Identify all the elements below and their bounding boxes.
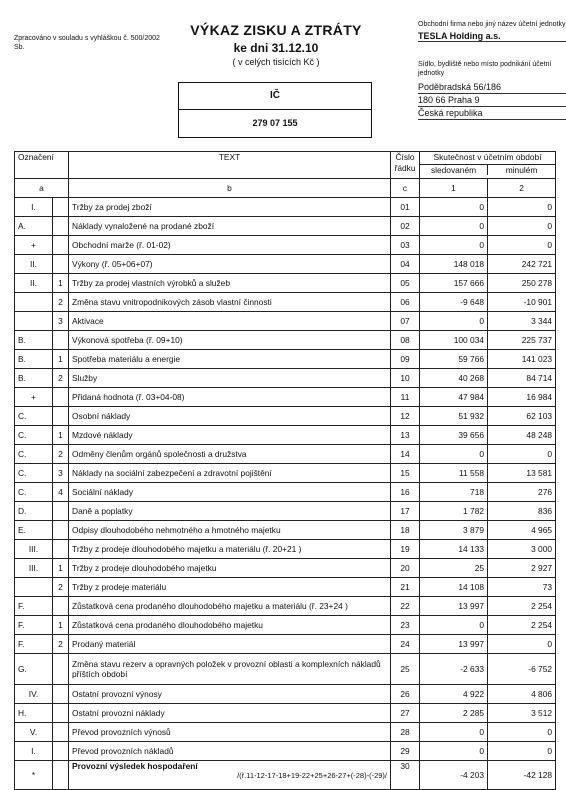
row-text: Obchodní marže (ř. 01-02) <box>69 236 391 255</box>
row-sub: 2 <box>53 445 69 464</box>
row-prior: -6 752 <box>488 654 556 685</box>
row-sub: 1 <box>53 350 69 369</box>
row-prior: 0 <box>488 198 556 217</box>
row-mark: E. <box>15 521 53 540</box>
row-prior: 62 103 <box>488 407 556 426</box>
table-row <box>15 654 556 685</box>
table-row <box>15 274 556 293</box>
address-country: Česká republika <box>418 107 566 120</box>
row-current: 0 <box>420 445 488 464</box>
row-current: 0 <box>420 198 488 217</box>
row-text: Náklady vynaložené na prodané zboží <box>69 217 391 236</box>
row-current: 11 558 <box>420 464 488 483</box>
table-row <box>15 616 556 635</box>
row-current: 59 766 <box>420 350 488 369</box>
row-current: 2 285 <box>420 704 488 723</box>
row-current: 0 <box>420 312 488 331</box>
row-prior: 3 512 <box>488 704 556 723</box>
table-row <box>15 723 556 742</box>
table-row <box>15 521 556 540</box>
row-current: 3 879 <box>420 521 488 540</box>
row-number: 29 <box>391 742 420 761</box>
row-number: 07 <box>391 312 420 331</box>
table-row <box>15 217 556 236</box>
row-current: 0 <box>420 236 488 255</box>
row-mark: B. <box>15 350 53 369</box>
row-text: Tržby z prodeje materiálu <box>69 578 391 597</box>
col-prior-header: minulém <box>505 165 538 175</box>
col-actual-title: Skutečnost v účetním období <box>433 152 542 162</box>
row-sub <box>53 236 69 255</box>
row-sub: 2 <box>53 293 69 312</box>
col-mark-sub: a <box>15 179 69 198</box>
row-number: 16 <box>391 483 420 502</box>
row-sub <box>53 388 69 407</box>
table-row <box>15 369 556 388</box>
row-mark: III. <box>15 559 53 578</box>
row-text: Převod provozních výnosů <box>69 723 391 742</box>
row-sub <box>53 540 69 559</box>
row-prior: -10 901 <box>488 293 556 312</box>
row-text <box>69 761 391 790</box>
row-number: 20 <box>391 559 420 578</box>
row-text: Osobní náklady <box>69 407 391 426</box>
row-current: 100 034 <box>420 331 488 350</box>
row-current: 25 <box>420 559 488 578</box>
row-number: 28 <box>391 723 420 742</box>
table-row <box>15 331 556 350</box>
row-sub <box>53 723 69 742</box>
ico-value: 279 07 155 <box>252 118 298 128</box>
row-text: Sociální náklady <box>69 483 391 502</box>
row-mark: B. <box>15 369 53 388</box>
row-prior: 141 023 <box>488 350 556 369</box>
row-sub <box>53 704 69 723</box>
row-number: 10 <box>391 369 420 388</box>
statement-title: VÝKAZ ZISKU A ZTRÁTY <box>190 22 362 38</box>
table-row <box>15 540 556 559</box>
row-prior: 0 <box>488 635 556 654</box>
firm-label: Obchodní firma nebo jiný název účetní jednotky <box>418 21 566 28</box>
row-number: 14 <box>391 445 420 464</box>
col-row-sub: c <box>391 179 420 198</box>
row-mark: C. <box>15 407 53 426</box>
ico-box <box>178 82 372 138</box>
row-current: 47 984 <box>420 388 488 407</box>
address-street: Poděbradská 56/186 <box>418 81 566 94</box>
row-prior: 73 <box>488 578 556 597</box>
row-number: 03 <box>391 236 420 255</box>
row-mark: G. <box>15 654 53 685</box>
row-prior: 16 984 <box>488 388 556 407</box>
final-row <box>15 761 556 790</box>
row-sub <box>53 255 69 274</box>
row-sub: 3 <box>53 464 69 483</box>
row-number: 30 <box>391 761 420 790</box>
regulation-note: Zpracováno v souladu s vyhláškou č. 500/2002 Sb. <box>14 35 160 51</box>
row-current: -4 203 <box>420 761 488 790</box>
row-number: 26 <box>391 685 420 704</box>
row-mark: D. <box>15 502 53 521</box>
row-prior: -42 128 <box>488 761 556 790</box>
row-sub: 1 <box>53 426 69 445</box>
row-text: Daně a poplatky <box>69 502 391 521</box>
row-sub: 2 <box>53 578 69 597</box>
row-current: 40 268 <box>420 369 488 388</box>
row-mark: IV. <box>15 685 53 704</box>
row-mark: H. <box>15 704 53 723</box>
row-mark: F. <box>15 597 53 616</box>
row-sub <box>53 742 69 761</box>
row-sub: 1 <box>53 559 69 578</box>
row-number: 12 <box>391 407 420 426</box>
row-prior: 3 344 <box>488 312 556 331</box>
row-text: Tržby za prodej vlastních výrobků a služeb <box>69 274 391 293</box>
row-number: 08 <box>391 331 420 350</box>
row-prior: 0 <box>488 723 556 742</box>
row-sub <box>53 521 69 540</box>
table-row <box>15 350 556 369</box>
row-text: Změna stavu vnitropodnikových zásob vlastní činnosti <box>69 293 391 312</box>
row-prior: 836 <box>488 502 556 521</box>
address-city: 180 66 Praha 9 <box>418 94 566 107</box>
row-number: 15 <box>391 464 420 483</box>
row-sub <box>53 761 69 790</box>
table-row <box>15 578 556 597</box>
row-text: Odměny členům orgánů společnosti a družstva <box>69 445 391 464</box>
col-text-header: TEXT <box>69 152 391 179</box>
row-sub: 1 <box>53 616 69 635</box>
row-mark: V. <box>15 723 53 742</box>
row-current: 0 <box>420 742 488 761</box>
entity-info <box>418 20 566 120</box>
col-text-sub: b <box>69 179 391 198</box>
row-text: Ostatní provozní náklady <box>69 704 391 723</box>
table-row <box>15 685 556 704</box>
row-current: -9 648 <box>420 293 488 312</box>
table-row <box>15 704 556 723</box>
row-number: 13 <box>391 426 420 445</box>
row-current: 0 <box>420 616 488 635</box>
col-current-header: sledovaném <box>420 165 488 175</box>
row-prior: 0 <box>488 445 556 464</box>
row-text: Výkonová spotřeba (ř. 09+10) <box>69 331 391 350</box>
row-mark: II. <box>15 255 53 274</box>
row-text: Aktivace <box>69 312 391 331</box>
table-row <box>15 236 556 255</box>
firm-name: TESLA Holding a.s. <box>418 31 566 42</box>
row-prior: 48 248 <box>488 426 556 445</box>
table-row <box>15 464 556 483</box>
ico-label: IČ <box>179 83 371 110</box>
col-current-sub: 1 <box>420 179 488 198</box>
row-mark: * <box>15 761 53 790</box>
row-prior: 3 000 <box>488 540 556 559</box>
table-head <box>15 152 556 198</box>
row-number: 02 <box>391 217 420 236</box>
row-prior: 0 <box>488 742 556 761</box>
row-current: 0 <box>420 217 488 236</box>
row-text: Služby <box>69 369 391 388</box>
row-number: 25 <box>391 654 420 685</box>
col-prior-sub: 2 <box>488 179 556 198</box>
table-row <box>15 388 556 407</box>
header-row <box>15 152 556 179</box>
row-sub <box>53 685 69 704</box>
row-current: 51 932 <box>420 407 488 426</box>
table-row <box>15 255 556 274</box>
row-prior: 250 278 <box>488 274 556 293</box>
currency-unit-note: ( v celých tisících Kč ) <box>232 57 320 67</box>
row-number: 09 <box>391 350 420 369</box>
row-sub: 2 <box>53 635 69 654</box>
row-text: Mzdové náklady <box>69 426 391 445</box>
row-number: 22 <box>391 597 420 616</box>
row-number: 18 <box>391 521 420 540</box>
row-mark: + <box>15 388 53 407</box>
row-prior: 0 <box>488 236 556 255</box>
row-mark: III. <box>15 540 53 559</box>
row-mark <box>15 293 53 312</box>
row-text: Náklady na sociální zabezpečení a zdravotní pojištění <box>69 464 391 483</box>
row-sub: 4 <box>53 483 69 502</box>
row-text: Převod provozních nákladů <box>69 742 391 761</box>
row-text: Ostatní provozní výnosy <box>69 685 391 704</box>
row-prior: 4 965 <box>488 521 556 540</box>
table-row <box>15 426 556 445</box>
table-row <box>15 198 556 217</box>
row-sub <box>53 331 69 350</box>
row-prior: 2 927 <box>488 559 556 578</box>
row-number: 19 <box>391 540 420 559</box>
row-text: Přidaná hodnota (ř. 03+04-08) <box>69 388 391 407</box>
row-number: 27 <box>391 704 420 723</box>
row-prior: 2 254 <box>488 597 556 616</box>
row-number: 01 <box>391 198 420 217</box>
row-mark: B. <box>15 331 53 350</box>
row-current: 13 997 <box>420 597 488 616</box>
row-number: 17 <box>391 502 420 521</box>
row-mark: C. <box>15 426 53 445</box>
statement-date: ke dni 31.12.10 <box>233 41 319 55</box>
row-mark: C. <box>15 483 53 502</box>
row-mark: F. <box>15 635 53 654</box>
row-sub <box>53 502 69 521</box>
row-sub <box>53 597 69 616</box>
row-text: Změna stavu rezerv a opravných položek v provozní oblasti a komplexních nákladů příštích období <box>69 654 391 685</box>
row-mark: C. <box>15 445 53 464</box>
row-mark: I. <box>15 198 53 217</box>
col-period-row <box>420 164 555 175</box>
col-mark-header: Označení <box>15 152 69 179</box>
row-sub <box>53 654 69 685</box>
row-mark: II. <box>15 274 53 293</box>
row-current: 4 922 <box>420 685 488 704</box>
row-number: 04 <box>391 255 420 274</box>
row-mark: A. <box>15 217 53 236</box>
row-number: 06 <box>391 293 420 312</box>
table-row <box>15 312 556 331</box>
row-prior: 0 <box>488 217 556 236</box>
row-current: 14 133 <box>420 540 488 559</box>
row-prior: 84 714 <box>488 369 556 388</box>
final-row-formula: /(ř.11-12-17-18+19-22+25+26-27+(-28)-(-29)/ <box>237 771 388 780</box>
table-row <box>15 597 556 616</box>
row-sub: 1 <box>53 274 69 293</box>
row-sub <box>53 217 69 236</box>
row-current: 1 782 <box>420 502 488 521</box>
row-text: Spotřeba materiálu a energie <box>69 350 391 369</box>
row-prior: 276 <box>488 483 556 502</box>
row-number: 05 <box>391 274 420 293</box>
row-current: -2 633 <box>420 654 488 685</box>
row-text: Zůstatková cena prodaného dlouhodobého majetku a materiálu (ř. 23+24 ) <box>69 597 391 616</box>
col-row-header: Číslo řádku <box>391 152 420 179</box>
table-row <box>15 407 556 426</box>
row-text: Tržby z prodeje dlouhodobého majetku a materiálu (ř. 20+21 ) <box>69 540 391 559</box>
income-statement-table <box>14 151 556 790</box>
row-number: 23 <box>391 616 420 635</box>
row-mark: F. <box>15 616 53 635</box>
row-number: 24 <box>391 635 420 654</box>
row-prior: 4 806 <box>488 685 556 704</box>
table-row <box>15 445 556 464</box>
row-sub: 2 <box>53 369 69 388</box>
col-actual-header <box>420 152 556 179</box>
row-number: 21 <box>391 578 420 597</box>
seat-label: Sídlo, bydliště nebo místo podnikání účetní jednotky <box>418 61 552 77</box>
row-text: Tržby z prodeje dlouhodobého majetku <box>69 559 391 578</box>
row-current: 157 666 <box>420 274 488 293</box>
row-current: 14 108 <box>420 578 488 597</box>
row-text: Výkony (ř. 05+06+07) <box>69 255 391 274</box>
row-sub <box>53 407 69 426</box>
row-mark: + <box>15 236 53 255</box>
row-current: 0 <box>420 723 488 742</box>
row-current: 39 656 <box>420 426 488 445</box>
row-prior: 2 254 <box>488 616 556 635</box>
row-sub: 3 <box>53 312 69 331</box>
row-prior: 225 737 <box>488 331 556 350</box>
table-row <box>15 559 556 578</box>
header-sub-row <box>15 179 556 198</box>
row-sub <box>53 198 69 217</box>
row-current: 148 018 <box>420 255 488 274</box>
table-row <box>15 742 556 761</box>
row-prior: 242 721 <box>488 255 556 274</box>
final-row-label: Provozní výsledek hospodaření <box>72 761 198 771</box>
table-body <box>15 198 556 761</box>
row-current: 13 997 <box>420 635 488 654</box>
row-number: 11 <box>391 388 420 407</box>
row-text: Odpisy dlouhodobého nehmotného a hmotného majetku <box>69 521 391 540</box>
row-mark: I. <box>15 742 53 761</box>
row-text: Zůstatková cena prodaného dlouhodobého majetku <box>69 616 391 635</box>
row-text: Prodaný materiál <box>69 635 391 654</box>
row-text: Tržby za prodej zboží <box>69 198 391 217</box>
row-prior: 13 581 <box>488 464 556 483</box>
table-row <box>15 635 556 654</box>
table-row <box>15 483 556 502</box>
row-mark: C. <box>15 464 53 483</box>
row-mark <box>15 578 53 597</box>
table-foot <box>15 761 556 790</box>
table-row <box>15 293 556 312</box>
row-current: 718 <box>420 483 488 502</box>
table-row <box>15 502 556 521</box>
row-mark <box>15 312 53 331</box>
